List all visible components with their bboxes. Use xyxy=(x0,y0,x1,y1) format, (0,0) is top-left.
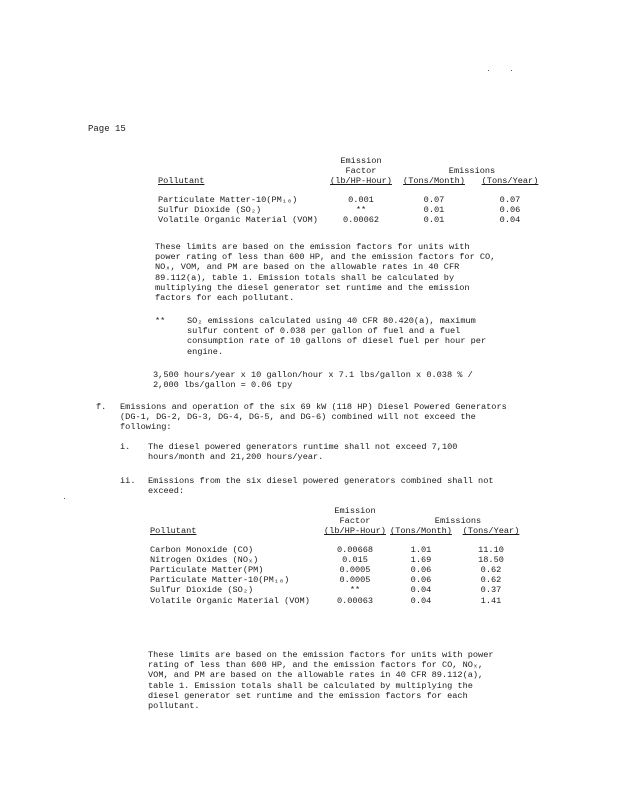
tons-month-header: (Tons/Month) xyxy=(390,526,452,537)
factor-header-line1: Emission xyxy=(334,506,376,516)
tons-month-cell: 0.01 xyxy=(423,204,445,215)
table-row xyxy=(150,575,528,585)
tons-month-cell: 0.04 xyxy=(410,595,432,606)
page-number: Page 15 xyxy=(88,124,126,134)
factor-cell: 0.00668 xyxy=(336,544,374,555)
factor-cell: 0.0005 xyxy=(339,565,371,576)
table-row xyxy=(150,545,528,555)
pollutant-cell: Volatile Organic Material (VOM) xyxy=(158,215,318,226)
item-f-label: f. xyxy=(96,402,107,412)
emissions-table-2 xyxy=(150,506,528,606)
tons-year-cell: 0.62 xyxy=(480,575,502,586)
item-i-label: i. xyxy=(120,442,131,452)
pollutant-cell: Volatile Organic Material (VOM) xyxy=(150,595,310,606)
emissions-table-1 xyxy=(158,156,548,225)
table-row xyxy=(158,195,548,205)
tons-year-cell: 0.62 xyxy=(480,565,502,576)
scan-speck xyxy=(511,70,512,71)
pollutant-cell: Nitrogen Oxides (NOₓ) xyxy=(150,554,259,565)
item-f-text: Emissions and operation of the six 69 kW (118 HP) Diesel Powered Generators (DG-1, DG-2, DG-3, DG-4, DG-5, and DG-6) combined will not exceed the following: xyxy=(120,402,507,433)
table-row xyxy=(150,555,528,565)
item-i-text: The diesel powered generators runtime shall not exceed 7,100 hours/month and 21,200 hours/year. xyxy=(148,442,458,463)
factor-cell: 0.00062 xyxy=(342,215,380,226)
tons-month-cell: 0.07 xyxy=(423,194,445,205)
table-header-row xyxy=(158,176,548,186)
factor-header-line1: Emission xyxy=(340,156,382,166)
pollutant-cell: Carbon Monoxide (CO) xyxy=(150,544,254,555)
factor-header-line3: (lb/HP-Hour) xyxy=(324,526,386,537)
emissions-header: Emissions xyxy=(448,166,496,177)
item-ii-label: ii. xyxy=(120,476,136,486)
footnote-mark: ** xyxy=(155,316,166,326)
pollutant-cell: Sulfur Dioxide (SO₂) xyxy=(158,204,262,215)
scan-speck xyxy=(488,70,489,71)
table-row xyxy=(158,215,548,225)
tons-year-cell: 0.07 xyxy=(499,194,521,205)
factor-cell: ** xyxy=(349,585,361,596)
tons-year-cell: 1.41 xyxy=(480,595,502,606)
tons-month-cell: 1.69 xyxy=(410,554,432,565)
tons-month-cell: 0.01 xyxy=(423,215,445,226)
factor-header-line2: Factor xyxy=(345,166,377,177)
tons-month-cell: 0.06 xyxy=(410,575,432,586)
factor-header-line3: (lb/HP-Hour) xyxy=(330,176,392,187)
tons-year-cell: 0.04 xyxy=(499,215,521,226)
table-header-row xyxy=(150,516,528,526)
table-row xyxy=(158,205,548,215)
pollutant-cell: Particulate Matter(PM) xyxy=(150,565,264,576)
tons-month-header: (Tons/Month) xyxy=(403,176,465,187)
pollutant-cell: Sulfur Dioxide (SO₂) xyxy=(150,585,254,596)
factor-header-line2: Factor xyxy=(339,516,371,527)
factor-cell: 0.00063 xyxy=(336,595,374,606)
factor-cell: ** xyxy=(355,204,367,215)
scan-speck xyxy=(64,498,65,499)
pollutant-cell: Particulate Matter-10(PM₁₀) xyxy=(150,575,290,586)
table-row xyxy=(150,585,528,595)
tons-year-cell: 0.06 xyxy=(499,204,521,215)
table-row xyxy=(150,596,528,606)
limits-paragraph-2: These limits are based on the emission factors for units with power rating of less than 600 HP, and the emission factors for CO, NOₓ, VOM, and PM are based on the allowable rates in 40 CFR 89.112(a), table 1. Emission totals shall be calculated by multiplying the diesel generator set runtime and the emission factors for each pollutant. xyxy=(148,650,494,712)
tons-year-header: (Tons/Year) xyxy=(462,526,520,537)
tons-year-header: (Tons/Year) xyxy=(481,176,539,187)
factor-cell: 0.015 xyxy=(342,554,368,565)
calc-line-2: 2,000 lbs/gallon = 0.06 tpy xyxy=(153,380,293,390)
pollutant-cell: Particulate Matter-10(PM₁₀) xyxy=(158,194,298,205)
tons-month-cell: 0.04 xyxy=(410,585,432,596)
tons-month-cell: 1.01 xyxy=(410,544,432,555)
limits-paragraph-1: These limits are based on the emission factors for units with power rating of less than 600 HP, and the emission factors for CO, NOₓ, VOM, and PM are based on the allowable rates in 40 CFR 89.112(a), table 1. Emission totals shall be calculated by multiplying the diesel generator set runtime and the emission factors for each pollutant. xyxy=(155,242,496,304)
table-row xyxy=(150,565,528,575)
emissions-header: Emissions xyxy=(434,516,482,527)
tons-year-cell: 11.10 xyxy=(478,544,504,555)
factor-cell: 0.001 xyxy=(348,194,374,205)
pollutant-header: Pollutant xyxy=(158,176,205,187)
table-header-row xyxy=(150,506,528,516)
table-header-row xyxy=(158,156,548,166)
pollutant-header: Pollutant xyxy=(150,526,197,537)
table-header-row xyxy=(158,166,548,176)
factor-cell: 0.0005 xyxy=(339,575,371,586)
tons-month-cell: 0.06 xyxy=(410,565,432,576)
calc-line-1: 3,500 hours/year x 10 gallon/hour x 7.1 lbs/gallon x 0.038 % / xyxy=(153,370,473,380)
table-header-row xyxy=(150,526,528,536)
item-ii-text: Emissions from the six diesel powered generators combined shall not exceed: xyxy=(148,476,494,497)
so2-footnote: SO₂ emissions calculated using 40 CFR 80.420(a), maximum sulfur content of 0.038 per gallon of fuel and a fuel consumption rate of 10 gallons of diesel fuel per hour per engine. xyxy=(187,316,487,357)
tons-year-cell: 0.37 xyxy=(480,585,502,596)
tons-year-cell: 18.50 xyxy=(478,554,504,565)
